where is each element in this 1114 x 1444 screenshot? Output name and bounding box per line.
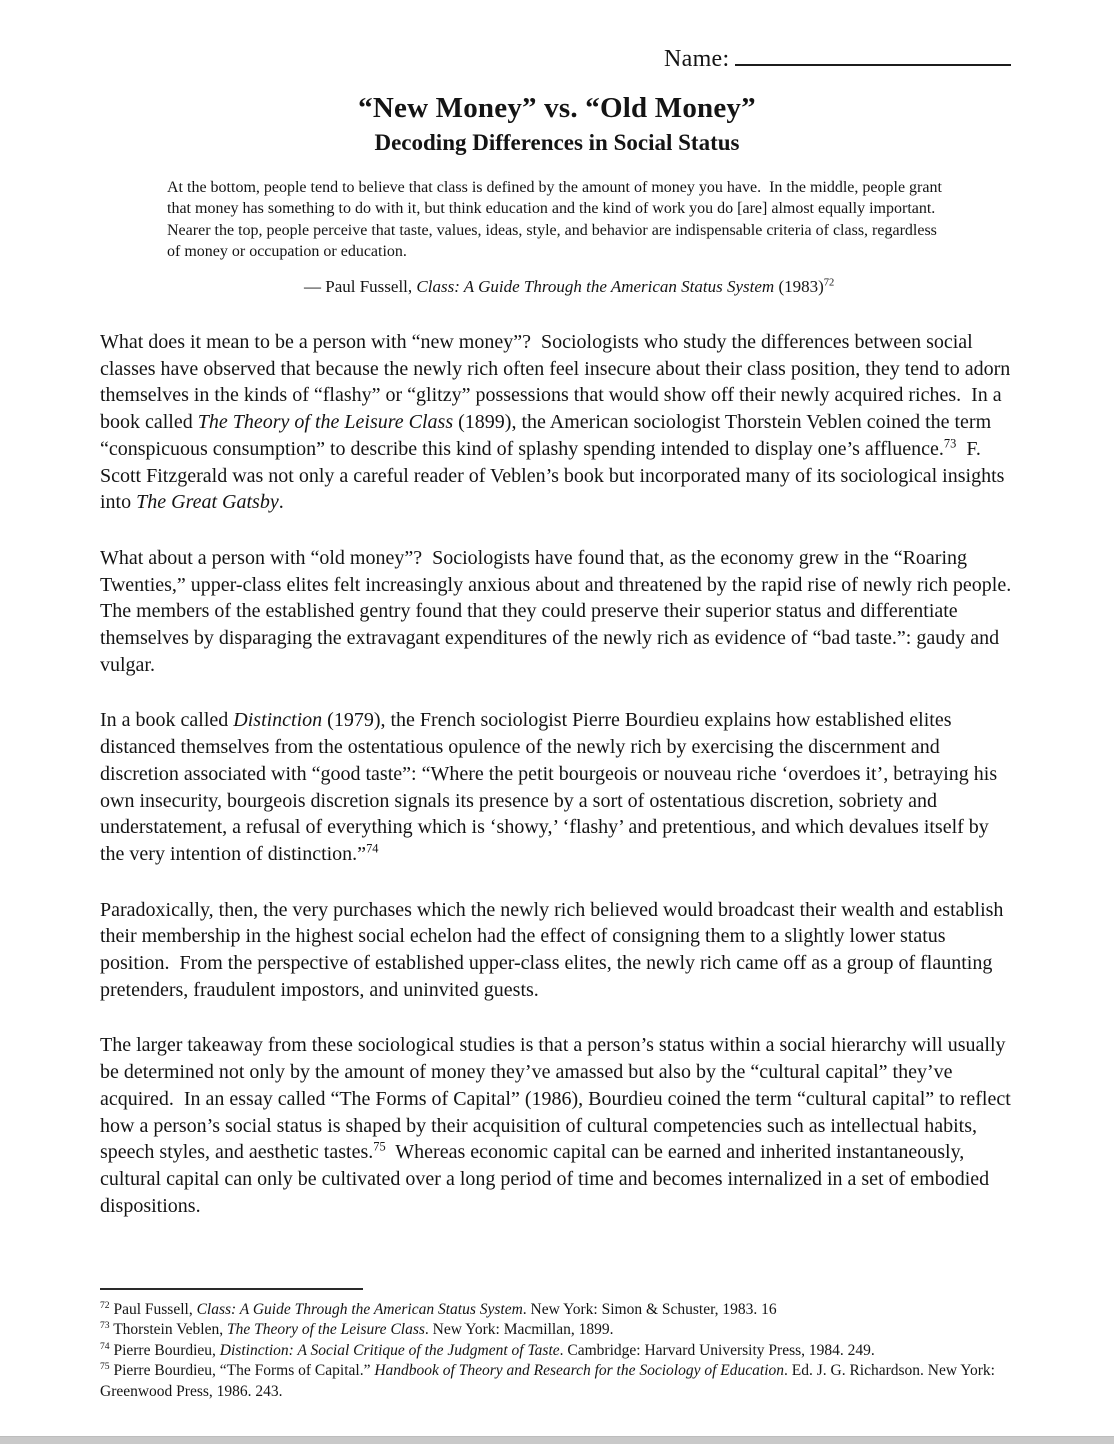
paragraph-distinction <box>100 707 1017 867</box>
page-title: “New Money” vs. “Old Money” <box>358 92 756 124</box>
footnotes-section <box>100 1288 1017 1402</box>
book-title: The Theory of the Leisure Class <box>226 1321 425 1339</box>
text-run: . New York: Simon & Schuster, 1983. 16 <box>522 1301 777 1318</box>
text-run: Paul Fussell, <box>109 1301 197 1318</box>
paragraph-cultural-capital <box>100 1032 1017 1219</box>
text-run: Pierre Bourdieu, “The Forms of Capital.” <box>109 1362 375 1380</box>
text-run: Whereas economic capital can be earned and inherited instantaneously, cultural capital can only be cultivated over a long period of time and becomes internalized in a set of embodied dispositions. <box>100 1141 995 1217</box>
footnote-number: 72 <box>100 1299 110 1311</box>
text-run: — Paul Fussell, <box>304 277 417 296</box>
footnote-ref: 74 <box>366 841 379 856</box>
text-run: . Ed. J. G. Richardson. New York: Greenwood Press, 1986. 243. <box>100 1362 999 1400</box>
name-blank-line <box>735 44 1011 66</box>
book-title: Class: A Guide Through the American Status System <box>196 1301 523 1318</box>
text-run: . New York: Macmillan, 1899. <box>424 1321 614 1339</box>
text-run: What does it mean to be a person with “new money”? Sociologists who study the differences between social classes have observed that because the newly rich often feel insecure about their class position, they tend to adorn themselves in the kinds of “flashy” or “glitzy” possessions that would show off their newly acquired riches. In a book called <box>100 331 1016 434</box>
text-run: In a book called <box>100 709 234 732</box>
book-title: The Theory of the Leisure Class <box>197 411 454 434</box>
text-run: F. Scott Fitzgerald was not only a careful reader of Veblen’s book but incorporated many of its sociological insights into <box>100 437 1010 514</box>
text-run: (1983) <box>774 277 824 296</box>
text-run: (1899), the American sociologist Thorstein Veblen coined the term “conspicuous consumption” to describe this kind of splashy spending intended to display one’s affluence. <box>100 411 997 460</box>
text-run: Thorstein Veblen, <box>109 1321 227 1339</box>
book-title: Handbook of Theory and Research for the Sociology of Education <box>374 1362 785 1380</box>
text-run: Paradoxically, then, the very purchases which the newly rich believed would broadcast their wealth and establish their membership in the highest social echelon had the effect of consigning them to a slightly lower status position. From the perspective of established upper-class elites, the newly rich came off as a group of flaunting pretenders, fraudulent impostors, and uninvited guests. <box>100 898 1009 1001</box>
text-run: The larger takeaway from these sociological studies is that a person’s status within a social hierarchy will usually be determined not only by the amount of money they’ve amassed but also by the “cultural capital” they’ve acquired. In an essay called “The Forms of Capital” (1986), Bourdieu coined the term “cultural capital” to reflect how a person’s social status is shaped by their acquisition of cultural competencies such as intellectual habits, speech styles, and aesthetic tastes. <box>100 1034 1016 1164</box>
epigraph-attribution <box>304 277 1004 297</box>
name-row <box>664 44 1011 73</box>
footnote-72 <box>100 1300 1017 1320</box>
footnote-separator-rule <box>100 1288 363 1290</box>
book-title: Distinction <box>233 709 323 732</box>
text-run: . <box>278 491 284 514</box>
body-text <box>100 329 1021 1248</box>
book-title: Distinction: A Social Critique of the Judgment of Taste <box>219 1341 560 1359</box>
paragraph-paradox <box>100 897 1017 1004</box>
epigraph-quote: At the bottom, people tend to believe that class is defined by the amount of money you have. In the middle, people grant that money has something to do with it, but think education and the kind of work you do [are] almost equally important. Nearer the top, people perceive that taste, values, ideas, style, and behavior are indispensable criteria of class, regardless of money or occupation or education. <box>167 179 946 260</box>
book-title: The Great Gatsby <box>136 491 279 514</box>
paragraph-new-money <box>100 329 1017 516</box>
page-subtitle: Decoding Differences in Social Status <box>374 130 740 155</box>
footnote-73 <box>100 1320 1017 1340</box>
footnote-75 <box>100 1361 1017 1402</box>
text-run: (1979), the French sociologist Pierre Bourdieu explains how established elites distanced themselves from the ostentatious opulence of the newly rich by exercising the discernment and discretion associated with “good taste”: “Where the petit bourgeois or nouveau riche ‘overdoes it’, betraying his own insecurity, bourgeois discretion signals its presence by a sort of ostentatious discretion, sobriety and understatement, a refusal of everything which is ‘showy,’ ‘flashy’ and pretentious, and which devalues itself by the very intention of distinction.” <box>100 709 1003 865</box>
page-bottom-bar <box>0 1436 1114 1444</box>
text-run: What about a person with “old money”? Sociologists have found that, as the economy grew in the “Roaring Twenties,” upper-class elites felt increasingly anxious about and threatened by the rapid rise of newly rich people. The members of the established gentry found that they could preserve their superior status and differentiate themselves by disparaging the extravagant expenditures of the newly rich as evidence of “bad taste.”: gaudy and vulgar. <box>100 546 1021 676</box>
text-run: . Cambridge: Harvard University Press, 1984. 249. <box>559 1341 875 1359</box>
footnotes-list <box>100 1300 1017 1402</box>
footnote-74 <box>100 1341 1017 1361</box>
paragraph-old-money <box>100 545 1021 679</box>
footnote-ref: 75 <box>373 1139 386 1154</box>
book-title: Class: A Guide Through the American Status System <box>416 277 775 296</box>
footnote-number: 75 <box>100 1361 110 1373</box>
name-label: Name: <box>664 46 730 72</box>
footnote-ref: 72 <box>823 277 835 289</box>
text-run: Pierre Bourdieu, <box>109 1341 220 1359</box>
footnote-number: 74 <box>100 1340 110 1352</box>
footnote-number: 73 <box>100 1320 110 1332</box>
footnote-ref: 73 <box>943 436 957 451</box>
